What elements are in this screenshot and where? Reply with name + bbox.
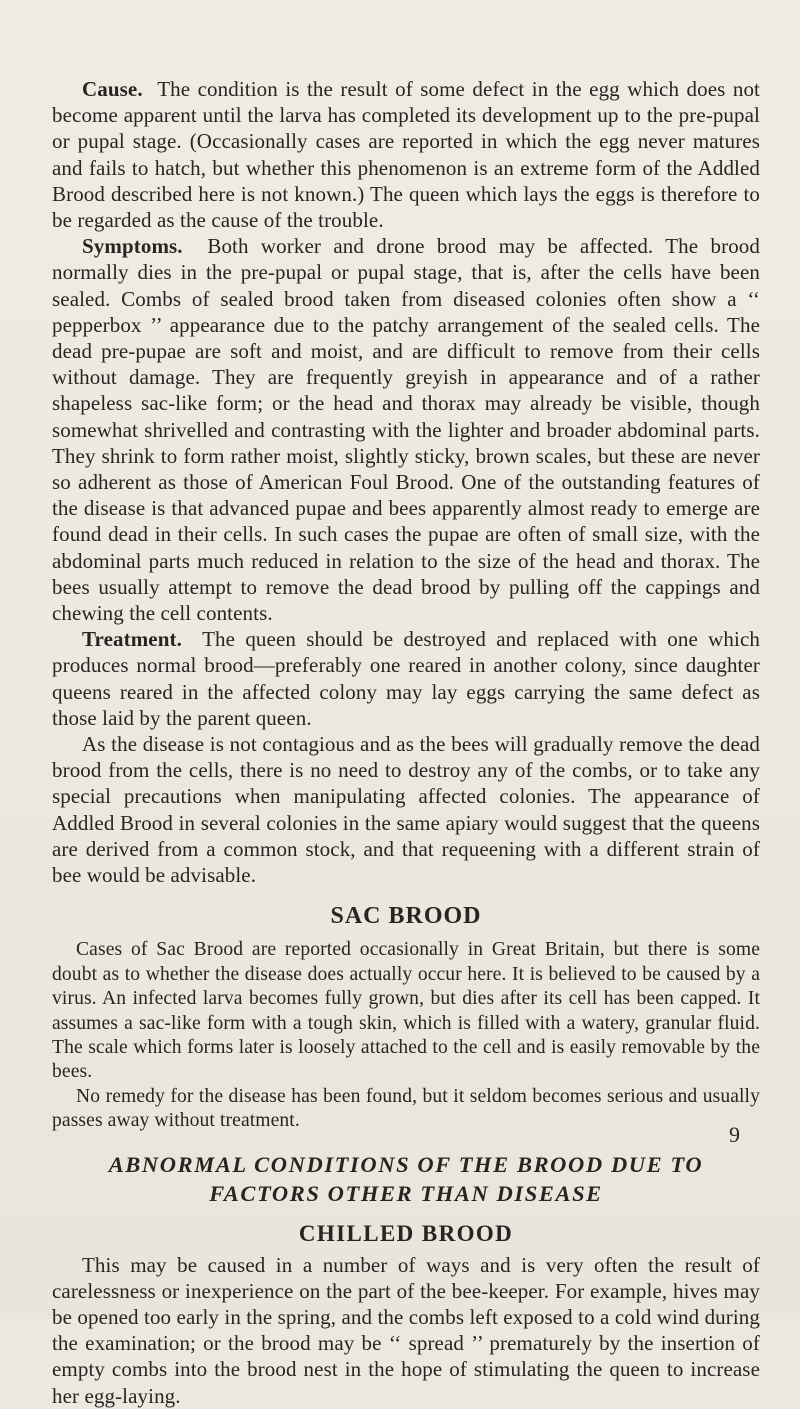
abnormal-conditions-heading [52,1150,760,1208]
cause-text: The condition is the result of some defect in the egg which does not become apparent until the larva has completed its development up to the pre-pupal or pupal stage. (Occasionally cases are reported in which the egg never matures and fails to hatch, but whether this phenomenon is an extreme form of the Addled Brood described here is not known.) The queen which lays the eggs is therefore to be regarded as the cause of the trouble. [52,77,760,233]
treatment-text: The queen should be destroyed and replaced with one which produces normal brood—preferably one reared in another colony, since daughter queens reared in the affected colony may lay eggs carrying the same defect as those laid by the parent queen. [52,627,760,730]
chilled-brood-paragraph: This may be caused in a number of ways and is very often the result of carelessness or inexperience on the part of the bee-keeper. For example, hives may be opened too early in the spring, and the combs left exposed to a cold wind during the examination; or the brood may be ‘‘ spread ’’ prematurely by the insertion of empty combs into the brood nest in the hope of stimulating the queen to increase her egg-laying. [52,1252,760,1408]
symptoms-lead: Symptoms. [82,234,183,259]
treatment-paragraph [52,626,760,731]
sac-brood-paragraph-1: Cases of Sac Brood are reported occasionally in Great Britain, but there is some doubt as to whether the disease does actually occur here. It is believed to be caused by a virus. An infected larva becomes fully grown, but dies after its cell has been capped. It assumes a sac-like form with a tough skin, which is filled with a watery, granular fluid. The scale which forms later is loosely attached to the cell and is easily removable by the bees. [52,939,760,1083]
contagion-text: As the disease is not contagious and as the bees will gradually remove the dead brood from the cells, there is no need to destroy any of the combs, or to take any special precautions when manipulating affected colonies. The appearance of Addled Brood in several colonies in the same apiary would suggest that the queens are derived from a common stock, and that requeening with a different strain of bee would be advisable. [52,732,760,888]
symptoms-paragraph [52,233,760,626]
sac-brood-heading: SAC BROOD [330,903,482,930]
cause-paragraph [52,76,760,233]
abnormal-heading-line-1: ABNORMAL CONDITIONS OF THE BROOD DUE TO [108,1151,704,1177]
cause-lead: Cause. [82,77,143,101]
abnormal-heading-line-2: FACTORS OTHER THAN DISEASE [209,1180,603,1206]
sac-brood-paragraph-2: No remedy for the disease has been found, but it seldom becomes serious and usually passes away without treatment. [52,1085,760,1132]
contagion-paragraph [52,731,760,888]
page-number: 9 [729,1122,740,1147]
chilled-brood-heading: CHILLED BROOD [298,1220,514,1246]
symptoms-text: Both worker and drone brood may be affected. The brood normally dies in the pre-pupal or pupal stage, that is, after the cells have been sealed. Combs of sealed brood taken from diseased colonies often show a ‘‘ pepperbox ’’ appearance due to the patchy arrangement of the sealed cells. The dead pre-pupae are soft and moist, and are difficult to remove from their cells without damage. They are frequently greyish in appearance and of a rather shapeless sac-like form; or the head and thorax may already be visible, though somewhat shrivelled and contrasting with the lighter and broader abdominal parts. They shrink to form rather moist, slightly sticky, brown scales, but these are never so adherent as those of American Foul Brood. One of the outstanding features of the disease is that advanced pupae and bees apparently almost ready to emerge are found dead in their cells. In such cases the pupae are often of small size, with the abdominal parts much reduced in relation to the size of the head and thorax. The bees usually attempt to remove the dead brood by pulling off the cappings and chewing the cell contents. [52,234,760,626]
treatment-lead: Treatment. [82,627,182,652]
